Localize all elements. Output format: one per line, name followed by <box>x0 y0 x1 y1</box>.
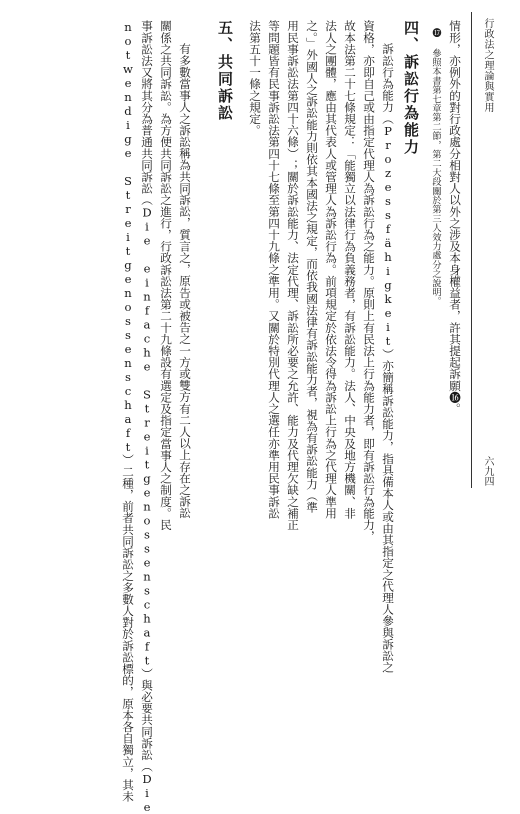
text-column: 等問題皆有民事訴訟法第四十七條至第四十九條之準用。又關於特別代理人之選任亦準用民事訴訟 <box>267 20 281 519</box>
footnote: ⓱ 參照本書第七章第二節，第二大段關於第三人效力處分之說明。 <box>430 28 441 306</box>
text-column: notwendige Streitgenossenschaft）二種，前者共同訴訟之多數人對於訴訟標的，原本各自獨立，其未 <box>121 20 135 802</box>
text-column: 用民事訴訟法第四十六條）；關於訴訟能力、法定代理、訴訟所必要之允許、能力及代理欠缺之補正 <box>286 20 300 531</box>
page-number: 六九四 <box>482 456 493 486</box>
text-column: 之。」外國人之訴訟能力則依其本國法之規定，而依我國法律有訴訟能力者，視為有訴訟能力（準 <box>305 20 319 513</box>
text-column: 資格，亦即自己或由指定代理人為訴訟行為之能力。原則上有民法上行為能力者，即有訴訟行為能力， <box>362 20 376 542</box>
text-column: 訴訟行為能力（Prozessfähigkeit）亦簡稱訴訟能力，指具備本人或由其指定之代理人參與訴訟之 <box>381 43 395 673</box>
header-rule <box>471 12 472 488</box>
text-column: 法人之團體，應由其代表人或管理人為訴訟行為。前項規定於依法令得為訴訟上行為之代理人準用 <box>324 20 338 519</box>
text-column: 故本法第二十七條規定：「能獨立以法律行為負義務者，有訴訟能力。法人、中央及地方機關、非 <box>343 20 357 519</box>
text-column: 有多數當事人之訴訟稱為共同訴訟，質言之，原告或被告之一方或雙方有二人以上存在之訴訟 <box>178 43 192 519</box>
section-heading-4: 四、訴訟行為能力 <box>402 20 420 156</box>
text-column: 情形，亦例外的對行政處分相對人以外之涉及本身權益者，許其提起訴願⓰。 <box>448 20 462 415</box>
running-head: 行政法之理論與實用 <box>482 18 493 113</box>
text-column: 關係之共同訴訟。為方便共同訴訟之進行，行政訴訟法第二十九條設有選定及指定當事人之制度。民 <box>159 20 173 531</box>
section-heading-5: 五、共同訴訟 <box>216 20 234 122</box>
text-column: 事訴訟法又將其分為普通共同訴訟（Die einfache Streitgenossenschaft）與必要共同訴訟（Die <box>140 20 154 814</box>
text-column: 法第五十一條之規定。 <box>248 20 262 136</box>
